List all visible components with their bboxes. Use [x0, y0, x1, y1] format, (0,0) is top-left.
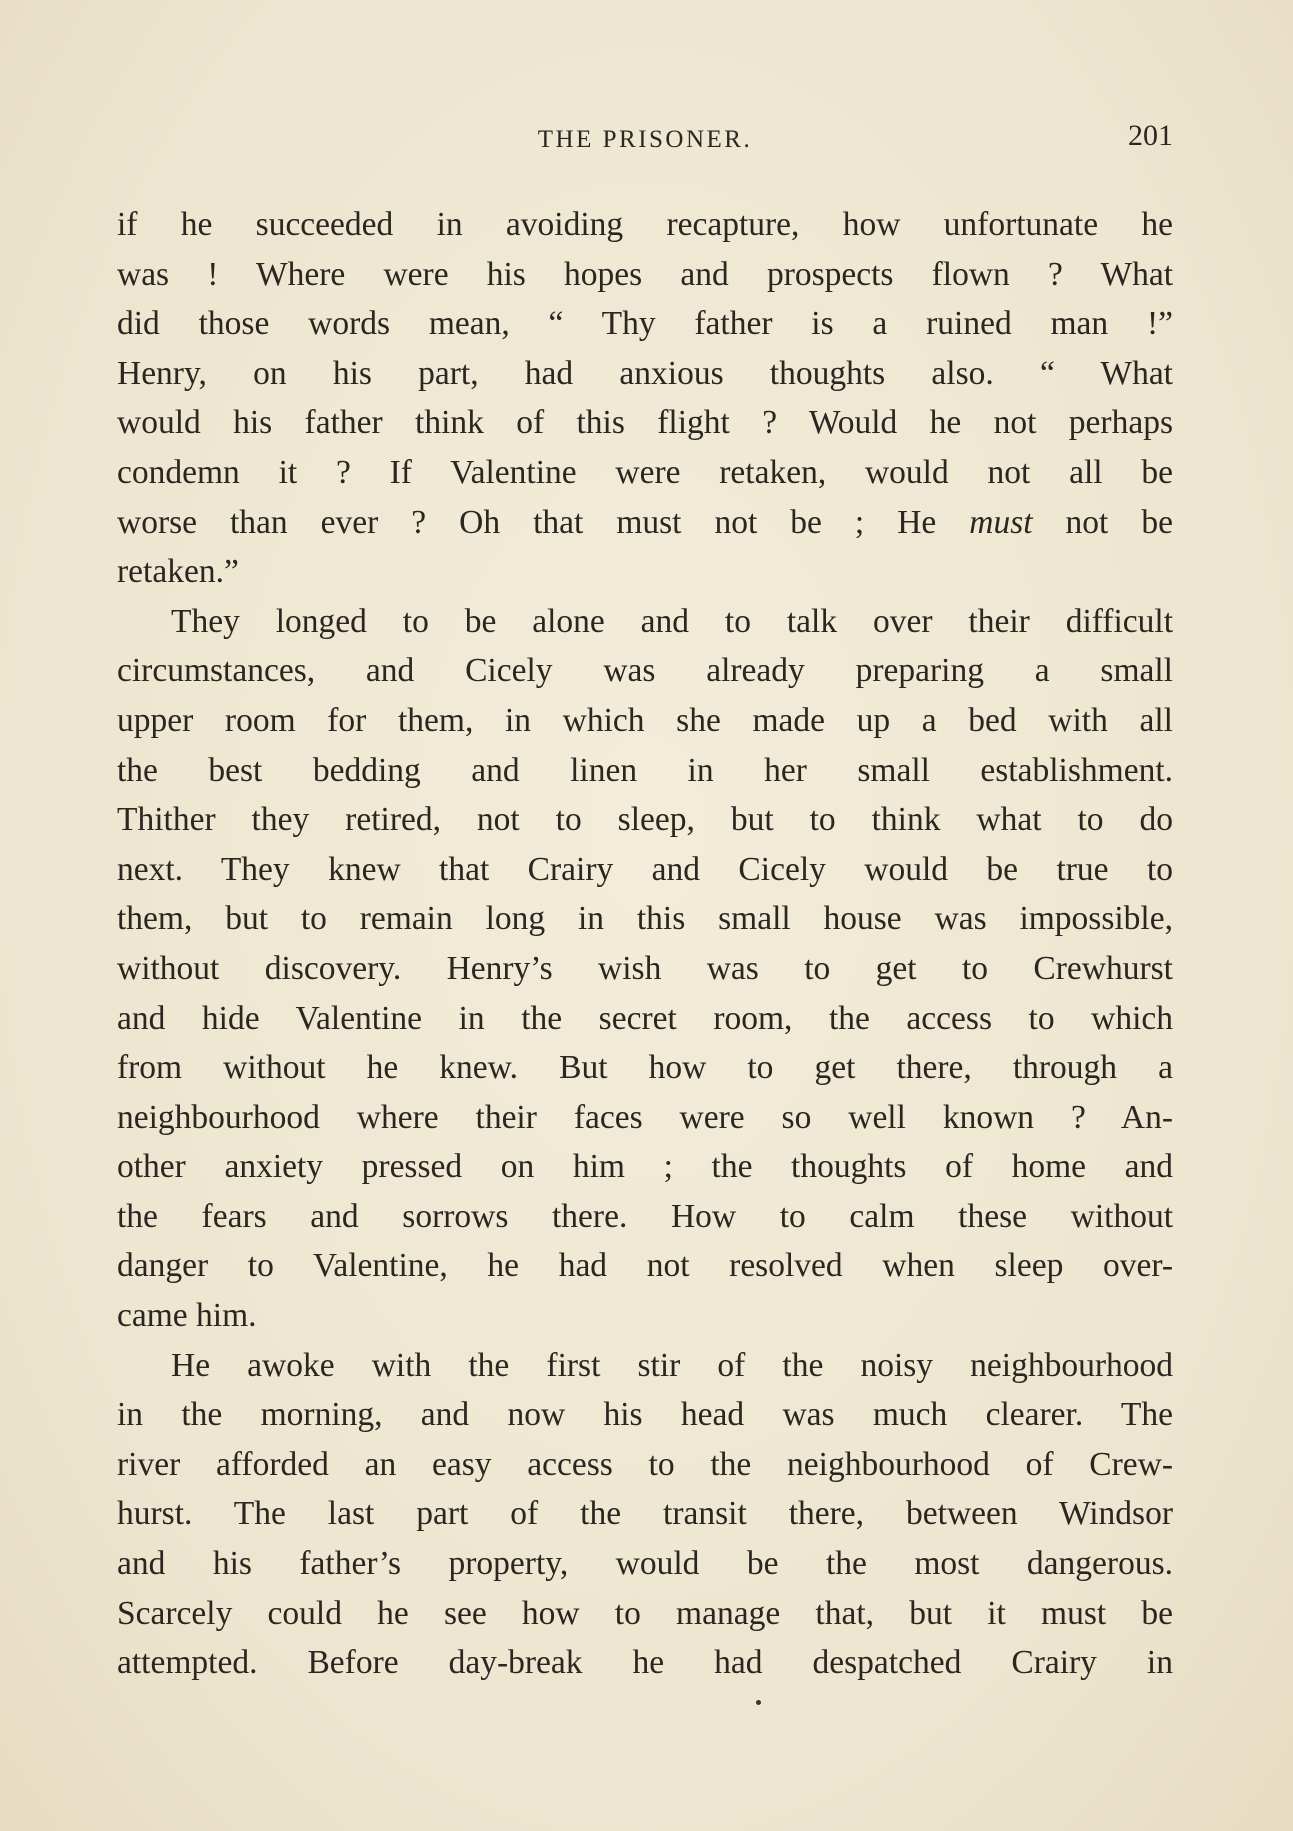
text-line: did those words mean, “ Thy father is a ruined man !”: [117, 305, 1173, 343]
text-line: Henry, on his part, had anxious thoughts also. “ What: [117, 354, 1173, 392]
paragraph: [117, 200, 1173, 597]
page-number: 201: [1128, 119, 1173, 152]
text-line: and hide Valentine in the secret room, the access to which: [117, 999, 1173, 1037]
text-line: retaken.”: [117, 553, 239, 591]
paragraph: [117, 597, 1173, 1341]
text-line: came him.: [117, 1297, 257, 1335]
paragraph: [117, 1341, 1173, 1688]
text-segment: worse than ever ? Oh that must not be ; He: [117, 503, 970, 541]
text-line: if he succeeded in avoiding recapture, how unfortunate he: [117, 206, 1173, 243]
text-line: the best bedding and linen in her small establishment.: [117, 751, 1173, 789]
body-text: [117, 200, 1173, 1688]
text-line: He awoke with the first stir of the noisy neighbourhood: [171, 1346, 1173, 1384]
text-segment: not be: [1032, 503, 1173, 541]
text-line: and his father’s property, would be the most dangerous.: [117, 1545, 1173, 1583]
text-line: upper room for them, in which she made up a bed with all: [117, 701, 1173, 739]
text-line: without discovery. Henry’s wish was to get to Crewhurst: [117, 949, 1173, 987]
text-line: Scarcely could he see how to manage that, but it must be: [117, 1594, 1173, 1632]
text-line: would his father think of this flight ? Would he not perhaps: [117, 404, 1173, 442]
text-line: from without he knew. But how to get there, through a: [117, 1049, 1173, 1087]
text-line: They longed to be alone and to talk over their difficult: [171, 602, 1173, 640]
running-head: [117, 119, 1173, 158]
text-line: river afforded an easy access to the neighbourhood of Crew-: [117, 1445, 1173, 1483]
text-line: hurst. The last part of the transit there, between Windsor: [117, 1495, 1173, 1533]
text-line: danger to Valentine, he had not resolved when sleep over-: [117, 1247, 1173, 1285]
text-line: them, but to remain long in this small house was impossible,: [117, 900, 1173, 938]
text-line: was ! Where were his hopes and prospects flown ? What: [117, 255, 1173, 293]
text-line: next. They knew that Crairy and Cicely would be true to: [117, 850, 1173, 888]
text-line: attempted. Before day-break he had despatched Crairy in: [117, 1644, 1173, 1682]
text-line: Thither they retired, not to sleep, but to think what to do: [117, 801, 1173, 839]
text-line: [117, 498, 1173, 548]
running-title: THE PRISONER.: [537, 126, 753, 153]
text-line: other anxiety pressed on him ; the thoughts of home and: [117, 1148, 1173, 1186]
text-line: neighbourhood where their faces were so well known ? An-: [117, 1098, 1173, 1136]
ink-speck: [756, 1700, 761, 1705]
text-line: circumstances, and Cicely was already preparing a small: [117, 652, 1173, 690]
text-line: the fears and sorrows there. How to calm these without: [117, 1197, 1173, 1235]
emphasis-text: must: [969, 503, 1033, 541]
text-line: in the morning, and now his head was much clearer. The: [117, 1396, 1173, 1434]
text-line: condemn it ? If Valentine were retaken, would not all be: [117, 453, 1173, 491]
